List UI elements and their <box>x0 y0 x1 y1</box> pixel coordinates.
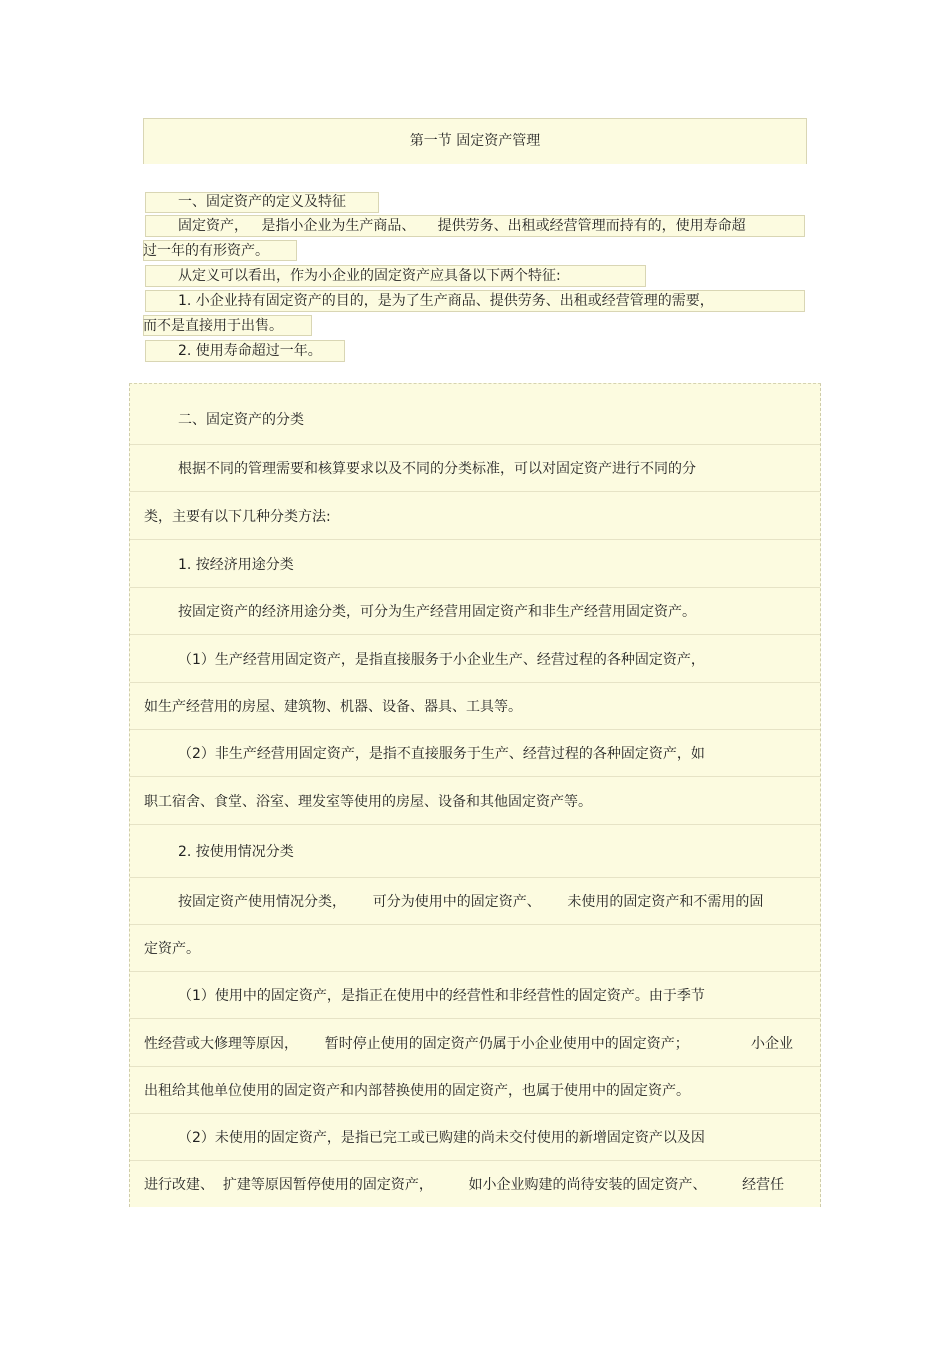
section2-row <box>130 1067 820 1114</box>
section2-row <box>130 445 820 492</box>
section2-row <box>130 925 820 972</box>
section-title <box>143 118 807 164</box>
feature1-line2: 而不是直接用于出售。 <box>143 318 283 334</box>
section2-row <box>130 1114 820 1161</box>
paragraph-line: （1）使用中的固定资产，是指正在使用中的经营性和非经营性的固定资产。由于季节 <box>178 988 705 1004</box>
section2-row <box>130 683 820 730</box>
section2-row <box>130 394 820 445</box>
paragraph-line: 类，主要有以下几种分类方法: <box>144 508 331 525</box>
section2-row <box>130 972 820 1019</box>
section2-row <box>130 588 820 635</box>
paragraph-line: 根据不同的管理需要和核算要求以及不同的分类标准，可以对固定资产进行不同的分 <box>178 461 696 477</box>
feature1-line1: 1. 小企业持有固定资产的目的，是为了生产商品、提供劳务、出租或经营管理的需要， <box>178 293 714 309</box>
subheading: 2. 按使用情况分类 <box>178 844 294 860</box>
section2-row <box>130 825 820 878</box>
paragraph-line: 定资产。 <box>144 941 200 957</box>
section2-row <box>130 1161 820 1207</box>
section1-heading: 一、固定资产的定义及特征 <box>178 194 346 210</box>
paragraph-line: （2）非生产经营用固定资产，是指不直接服务于生产、经营过程的各种固定资产，如 <box>178 746 705 762</box>
section2-row <box>130 1019 820 1067</box>
section2-row <box>130 730 820 777</box>
section2-heading: 二、固定资产的分类 <box>178 412 304 428</box>
paragraph-line: （1）生产经营用固定资产，是指直接服务于小企业生产、经营过程的各种固定资产， <box>178 651 705 668</box>
paragraph-line: 职工宿舍、食堂、浴室、理发室等使用的房屋、设备和其他固定资产等。 <box>144 793 592 810</box>
features-intro: 从定义可以看出，作为小企业的固定资产应具备以下两个特征: <box>178 268 561 284</box>
paragraph-line: 按固定资产使用情况分类， 可分为使用中的固定资产、 未使用的固定资产和不需用的固 <box>178 894 764 910</box>
paragraph-line: 出租给其他单位使用的固定资产和内部替换使用的固定资产，也属于使用中的固定资产。 <box>144 1083 690 1099</box>
paragraph-line: 进行改建、 扩建等原因暂停使用的固定资产， 如小企业购建的尚待安装的固定资产、 经营任 <box>144 1177 785 1193</box>
section-title-text: 第一节 固定资产管理 <box>409 133 541 149</box>
section2-row <box>130 635 820 683</box>
subheading: 1. 按经济用途分类 <box>178 556 294 573</box>
paragraph-line: （2）未使用的固定资产，是指已完工或已购建的尚未交付使用的新增固定资产以及因 <box>178 1130 705 1146</box>
feature2: 2. 使用寿命超过一年。 <box>178 343 322 359</box>
section2-row <box>130 540 820 588</box>
section2-row <box>130 492 820 540</box>
paragraph-line: 按固定资产的经济用途分类，可分为生产经营用固定资产和非生产经营用固定资产。 <box>178 604 696 620</box>
definition-line2: 过一年的有形资产。 <box>143 243 269 259</box>
section2-block <box>129 383 821 1207</box>
paragraph-line: 性经营或大修理等原因， 暂时停止使用的固定资产仍属于小企业使用中的固定资产； 小企业 <box>144 1035 794 1052</box>
section2-row <box>130 878 820 925</box>
definition-line1: 固定资产， 是指小企业为生产商品、 提供劳务、出租或经营管理而持有的，使用寿命超 <box>178 218 746 234</box>
section2-row <box>130 777 820 825</box>
paragraph-line: 如生产经营用的房屋、建筑物、机器、设备、器具、工具等。 <box>144 699 522 715</box>
